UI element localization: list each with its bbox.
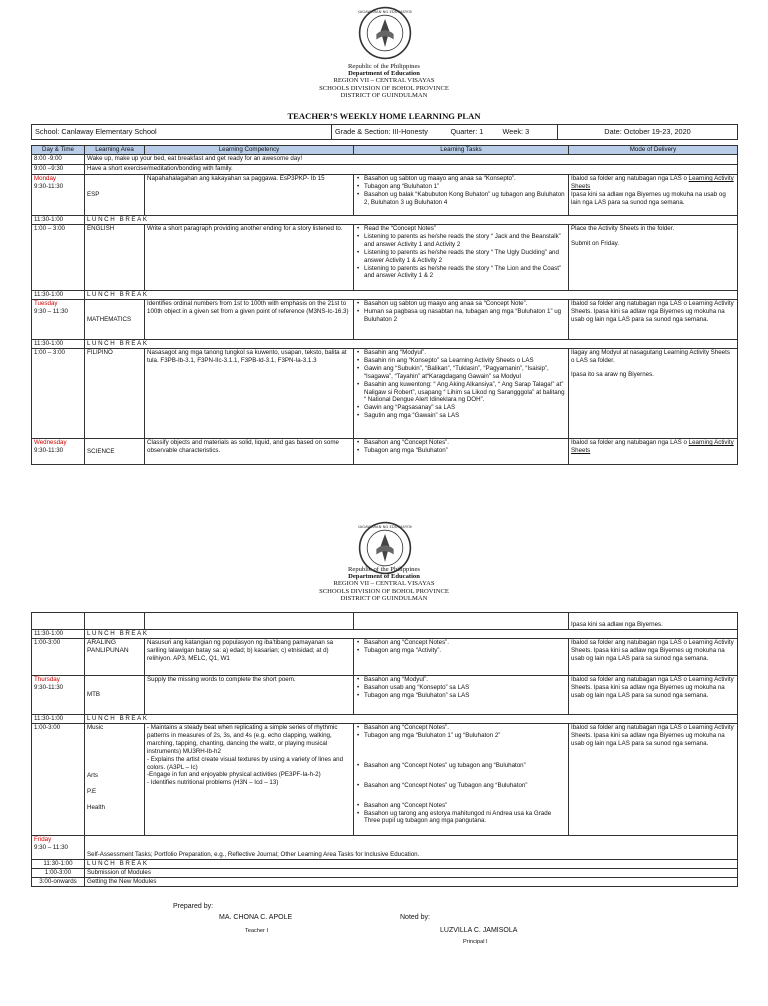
- empty-cell: [145, 613, 354, 630]
- competency-pe: -Engage in fun and enjoyable physical activities (PE3PF-Ia-h-2): [147, 771, 321, 779]
- task-item: • Human sa pagbasa ug nasabtan na, tubagan ang mga “Buluhaton 1” ug Buluhaton 2: [356, 308, 566, 324]
- las-link: Learning Activity Sheets: [571, 439, 734, 454]
- day-thursday: Thursday: [34, 676, 60, 683]
- task-item: • Basahin rin ang “Konsepto” sa Learning Activity Sheets o LAS: [356, 357, 566, 365]
- time-label: 9:30 – 11:30: [34, 843, 68, 851]
- task-item: • Tubagon ang “Buluhaton 1”: [356, 183, 566, 191]
- las-link: Learning Activity Sheets: [571, 175, 734, 190]
- mode-text: Ipasa ito sa araw ng Biyernes.: [571, 370, 654, 378]
- competency-mtb: Supply the missing words to complete the short poem.: [145, 676, 354, 715]
- mode-mathematics: Ibalod sa folder ang natubagan nga LAS o Learning Activity Sheets. Ipasa kini sa adlaw nga Biyernes ug mokuha na usab og lain nga LAS para sa sunod nga semana.: [569, 300, 738, 340]
- area-arts: Arts: [87, 771, 99, 779]
- task-item: • Basahon ang “Modyul”.: [356, 676, 566, 684]
- new-modules-text: Getting the New Modules: [85, 877, 738, 886]
- area-araling-panlipunan: ARALING PANLIPUNAN: [85, 639, 145, 676]
- header-region: REGION VII – CENTRAL VISAYAS: [333, 77, 435, 85]
- tasks-filipino: [354, 349, 569, 439]
- area-science: SCIENCE: [85, 439, 145, 465]
- header-district: DISTRICT OF GUINDULMAN: [340, 594, 428, 602]
- header-division: SCHOOLS DIVISION OF BOHOL PROVINCE: [319, 84, 449, 92]
- day-wednesday: Wednesday: [34, 439, 67, 446]
- col-day-time: Day & Time: [32, 146, 85, 155]
- header-department: Department of Education: [348, 70, 420, 78]
- competency-mapeh: [145, 724, 354, 836]
- competency-filipino: Nasasagot ang mga tanong tungkol sa kuwento, usapan, teksto, balita at tula. F3PB-Ib-3.1, F3PN-IIc-3.1.1, F3PB-Id-3.1, F3PN-Ia-3.1.3: [145, 349, 354, 439]
- task-item: • Listening to parents as he/she reads the story “ The Ugly Duckling” and answer Activity 1 & Activity 2: [356, 249, 566, 265]
- day-friday: Friday: [34, 836, 52, 843]
- noted-by-label: Noted by:: [400, 914, 430, 921]
- lunch-break: LUNCH BREAK: [85, 630, 738, 639]
- header-republic: Republic of the Philippines: [348, 566, 420, 573]
- noted-by-name: LUZVILLA C. JAMISOLA: [440, 927, 518, 934]
- mode-filipino: [569, 349, 738, 439]
- time-label: 9:30-11:30: [34, 182, 64, 190]
- tasks-mtb: [354, 676, 569, 715]
- time-cell: 11:30-1:00: [32, 860, 85, 869]
- header-division: SCHOOLS DIVISION OF BOHOL PROVINCE: [319, 587, 449, 595]
- tasks-english: [354, 225, 569, 291]
- areas-mapeh: [85, 724, 145, 836]
- mode-english: [569, 225, 738, 291]
- empty-cell: [354, 613, 569, 630]
- time-cell: 8:00 -9:00: [32, 155, 85, 165]
- area-health: Health: [87, 803, 105, 811]
- area-esp: ESP: [85, 175, 145, 216]
- mode-text: Ilagay ang Modyul at nasagutang Learning Activity Sheets o LAS sa folder.: [571, 349, 730, 364]
- task-item: • Sagutin ang mga “Gawain” sa LAS: [356, 412, 566, 420]
- time-cell: 3:00-onwards: [32, 877, 85, 886]
- competency-science: Classify objects and materials as solid, liquid, and gas based on some observable characteristics.: [145, 439, 354, 465]
- mode-science: [569, 439, 738, 465]
- task-item: • Basahon ang “Concept Notes”.: [356, 439, 566, 447]
- day-time-cell: [32, 676, 85, 715]
- info-table: [31, 124, 738, 140]
- tasks-mathematics: [354, 300, 569, 340]
- task-item: • Tubagon ang mga “Buluhaton” sa LAS: [356, 692, 566, 700]
- time-label: 9:30-11:30: [34, 683, 64, 691]
- time-cell: 1:00-3:00: [32, 868, 85, 877]
- prepared-by-name: MA. CHONA C. APOLE: [219, 914, 293, 921]
- col-mode-of-delivery: Mode of Delivery: [569, 146, 738, 155]
- task-item: • Gawin ang “Subukin”, “Balikan”, “Tuklasin”, “Pagyamanin”, “Isaisip”, “Isagawa”, “Tayahin” at“Karagdagang Gawain” sa Modyul: [356, 365, 566, 381]
- week: Week: 3: [500, 125, 558, 140]
- mode-mapeh: Ibalod sa folder ang natubagan nga LAS o Learning Activity Sheets. Ipasa kini sa adlaw nga Biyernes ug mokuha na usab og lain nga LAS para sa sunod nga semana.: [569, 724, 738, 836]
- mode-text: Ibalod sa folder ang natubagan nga LAS o: [571, 439, 689, 446]
- header-district: DISTRICT OF GUINDULMAN: [340, 91, 428, 99]
- tasks-ap: [354, 639, 569, 676]
- header-department: Department of Education: [348, 573, 420, 581]
- quarter: Quarter: 1: [448, 125, 500, 140]
- header-block-1: [0, 63, 768, 99]
- area-mathematics: MATHEMATICS: [85, 300, 145, 340]
- competency-arts: - Explains the artist create visual textures by using a variety of lines and colors. (A3PL – Ic): [147, 755, 344, 771]
- competency-health: - Identifies nutritional problems (H3N – Icd – 13): [147, 779, 279, 787]
- header-block-2: [0, 566, 768, 602]
- empty-cell: [85, 613, 145, 630]
- mode-text: Ipasa kini sa adlaw nga Biyernes ug mokuha na usab og lain nga LAS para sa sunod nga semana.: [571, 190, 726, 206]
- day-time-cell: [32, 836, 85, 860]
- competency-ap: Nasusuri ang katangian ng populasyon ng iba’tibang pamayanan sa sariling lalawigan batay sa: a) edad; b) kasarian; c) etnisidad; at d) relihiyon. AP3, MELC, Q1, W1: [145, 639, 354, 676]
- competency-english: Write a short paragraph providing another ending for a story listened to.: [145, 225, 354, 291]
- routine-text: Have a short exercise/meditation/bonding with family.: [85, 165, 738, 175]
- time-cell: 1:00-3:00: [32, 724, 85, 836]
- time-cell: 1:00 – 3:00: [32, 349, 85, 439]
- task-item: • Basahon ug sabton ug maayo ang anaa sa “Konsepto”.: [356, 175, 566, 183]
- prepared-by-role: Teacher I: [245, 928, 269, 934]
- task-item: • Basahon ug tarong ang estorya mahitungod ni Andrea usa ka Grade Three pupil ug tubagon ang mga pangutana.: [356, 810, 566, 826]
- page-title: TEACHER’S WEEKLY HOME LEARNING PLAN: [287, 111, 481, 121]
- day-time-cell: [32, 300, 85, 340]
- tasks-esp: [354, 175, 569, 216]
- lunch-break: LUNCH BREAK: [85, 291, 738, 300]
- mode-esp: [569, 175, 738, 216]
- time-cell: 11:30-1:00: [32, 216, 85, 225]
- time-label: 9:30 – 11:30: [34, 307, 68, 315]
- lunch-break: LUNCH BREAK: [85, 216, 738, 225]
- task-item: • Basahin ang “Modyul”.: [356, 349, 566, 357]
- area-english: ENGLISH: [85, 225, 145, 291]
- col-learning-area: Learning Area: [85, 146, 145, 155]
- grade-section: Grade & Section: III-Honesty: [332, 125, 448, 140]
- submission-text: Submission of Modules: [85, 868, 738, 877]
- task-item: • Basahon usab ang “Konsepto” sa LAS: [356, 684, 566, 692]
- area-pe: P.E: [87, 787, 97, 795]
- time-label: 9:30-11:30: [34, 446, 64, 454]
- prepared-by-label: Prepared by:: [173, 903, 214, 910]
- area-music: Music: [87, 724, 104, 731]
- day-tuesday: Tuesday: [34, 300, 58, 307]
- area-mtb: MTB: [85, 676, 145, 715]
- competency-esp: Napahahalagahan ang kakayahan sa paggawa. EsP3PKP- Ib 15: [145, 175, 354, 216]
- tasks-science: [354, 439, 569, 465]
- time-cell: 11:30-1:00: [32, 630, 85, 639]
- task-item: • Read the “Concept Notes”: [356, 225, 566, 233]
- routine-text: Wake up, make up your bed, eat breakfast and get ready for an awesome day!: [85, 155, 738, 165]
- mode-text: Place the Activity Sheets in the folder.: [571, 225, 675, 232]
- empty-cell: [32, 613, 85, 630]
- task-item: • Tubagon ang mga “Buluhaton”: [356, 447, 566, 455]
- task-item: • Tubagon ang mga “Buluhaton 1” ug “Buluhaton 2”: [356, 732, 566, 740]
- time-cell: 1:00-3:00: [32, 639, 85, 676]
- mode-text: Ibalod sa folder ang natubagan nga LAS o: [571, 175, 689, 182]
- time-cell: 11:30-1:00: [32, 715, 85, 724]
- task-item: • Basahon ang “Concept Notes”: [356, 802, 566, 810]
- time-cell: 11:30-1:00: [32, 340, 85, 349]
- time-cell: 1:00 – 3:00: [32, 225, 85, 291]
- task-item: • Gawin ang “Pagsasanay” sa LAS: [356, 404, 566, 412]
- competency-music: - Maintains a steady beat when replicating a simple series of rhythmic patterns in measures of 2s, 3s, and 4s (e.g. echo clapping, walking, marching, tapping, chanting, dancing the waltz, or playing musical instruments) MU3RH-Ib-h2: [147, 724, 338, 755]
- friday-tasks: Self-Assessment Tasks; Portfolio Preparation, e.g., Reflective Journal; Other Learning Area Tasks for Inclusive Education.: [85, 836, 738, 860]
- lunch-break: LUNCH BREAK: [85, 715, 738, 724]
- plan-table-2: [31, 612, 738, 887]
- header-region: REGION VII – CENTRAL VISAYAS: [333, 580, 435, 588]
- lunch-break: LUNCH BREAK: [85, 860, 738, 869]
- competency-mathematics: Identifies ordinal numbers from 1st to 100th with emphasis on the 21st to 100th object in a given set from a given point of reference (M3NS-Ic-16.3): [145, 300, 354, 340]
- day-monday: Monday: [34, 175, 57, 182]
- col-learning-tasks: Learning Tasks: [354, 146, 569, 155]
- task-item: • Basahon ang “Concept Notes”.: [356, 639, 566, 647]
- date: Date: October 19-23, 2020: [558, 125, 738, 140]
- task-item: • Basahon ang “Concept Notes” ug Tubagon ang “Buluhaton”: [356, 782, 566, 790]
- task-item: • Tubagon ang mga “Activity”.: [356, 647, 566, 655]
- time-cell: 11:30-1:00: [32, 291, 85, 300]
- seal-text: KAGAWARAN NG EDUKASYON: [358, 9, 412, 15]
- task-item: • Listening to parents as he/she reads the story “ Jack and the Beanstalk” and answer Activity 1 and Activity 2: [356, 233, 566, 249]
- mode-text: Submit on Friday.: [571, 239, 620, 247]
- col-learning-competency: Learning Competency: [145, 146, 354, 155]
- task-item: • Basahon ang “Concept Notes”.: [356, 724, 566, 732]
- task-item: • Listening to parents as he/she reads the story “ The Lion and the Coast” and answer Activity 1 & 2: [356, 265, 566, 281]
- deped-seal-1: [358, 6, 412, 60]
- seal-text: KAGAWARAN NG EDUKASYON: [358, 524, 412, 530]
- task-item: • Basahon ug sabton ug maayo ang anaa sa “Concept Note”.: [356, 300, 566, 308]
- time-cell: 9:00 –9:30: [32, 165, 85, 175]
- task-item: • Basahon ang “Concept Notes” ug tubagon ang “Buluhaton”: [356, 762, 566, 770]
- task-item: • Basahon ug balak “Kabubuton Kong Buhaton” ug tubagon ang Buluhaton 2, Buluhaton 3 ug Buluhaton 4: [356, 191, 566, 207]
- mode-carryover: Ipasa kini sa adlaw nga Biyernes.: [569, 613, 738, 630]
- school-name: School: Canlaway Elementary School: [32, 125, 332, 140]
- task-item: • Basahin ang kuwentong: “ Ang Aking Alkansiya”, “ Ang Sarap Talaga!” at” Naligaw si Robert”, usapang “ Lihim sa Likod ng Sarangggola” at balitang “ National Dengue Alert Idineklara ng DOH”.: [356, 381, 566, 405]
- area-filipino: FILIPINO: [85, 349, 145, 439]
- mode-mtb: Ibalod sa folder ang natubagan nga LAS o Learning Activity Sheets. Ipasa kini sa adlaw nga Biyernes ug mokuha na usab og lain nga LAS para sa sunod nga semana.: [569, 676, 738, 715]
- header-republic: Republic of the Philippines: [348, 63, 420, 70]
- plan-table-1: [31, 145, 738, 465]
- mode-ap: Ibalod sa folder ang natubagan nga LAS o Learning Activity Sheets. Ipasa kini sa adlaw nga Biyernes ug mokuha na usab og lain nga LAS para sa sunod nga semana.: [569, 639, 738, 676]
- noted-by-role: Principal I: [463, 939, 488, 945]
- lunch-break: LUNCH BREAK: [85, 340, 738, 349]
- day-time-cell: [32, 175, 85, 216]
- tasks-mapeh: [354, 724, 569, 836]
- day-time-cell: [32, 439, 85, 465]
